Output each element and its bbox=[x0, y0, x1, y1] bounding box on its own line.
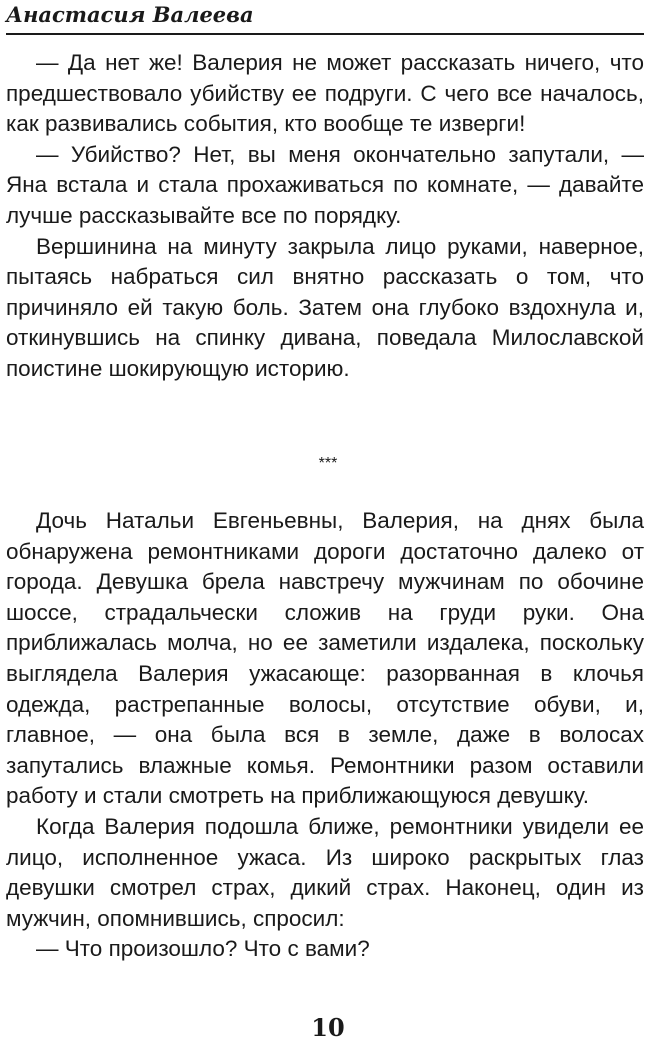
paragraph: — Убийство? Нет, вы меня окончательно запутали, — Яна встала и стала прохаживаться по комнате, — давайте лучше рассказывайте все по порядку. bbox=[6, 141, 644, 228]
paragraph: — Да нет же! Валерия не может рассказать ничего, что предшествовало убийству ее подруги. С чего все началось, как развивались события, кто вообще те изверги! bbox=[6, 50, 644, 137]
text-block-2 bbox=[6, 506, 644, 965]
paragraph: — Что произошло? Что с вами? bbox=[36, 936, 370, 962]
paragraph: Вершинина на минуту закрыла лицо руками, наверное, пытаясь набраться сил внятно рассказать о том, что причиняло ей такую боль. Затем она глубоко вздохнула и, откинувшись на спинку дивана, поведала Милославской поистине шокирующую историю. bbox=[6, 233, 644, 381]
section-separator: *** bbox=[318, 455, 338, 472]
running-header bbox=[6, 0, 644, 35]
paragraph: Когда Валерия подошла ближе, ремонтники увидели ее лицо, исполненное ужаса. Из широко раскрытых глаз девушки смотрел страх, дикий страх. Наконец, один из мужчин, опомнившись, спросил: bbox=[6, 813, 644, 931]
author-name: Анастасия Валеева bbox=[6, 2, 254, 27]
paragraph: Дочь Натальи Евгеньевны, Валерия, на днях была обнаружена ремонтниками дороги достаточно далеко от города. Девушка брела навстречу мужчинам по обочине шоссе, страдальчески сложив на груди руки. Она приближалась молча, но ее заметили издалека, поскольку выглядела Валерия ужасающе: разорванная в клочья одежда, растрепанные волосы, отсутствие обуви, и, главное, — она была вся в земле, даже в волосах запутались влажные комья. Ремонтники разом оставили работу и стали смотреть на приближающуюся девушку. bbox=[6, 508, 644, 809]
text-block-1 bbox=[6, 48, 644, 385]
page-number: 10 bbox=[311, 1013, 345, 1042]
